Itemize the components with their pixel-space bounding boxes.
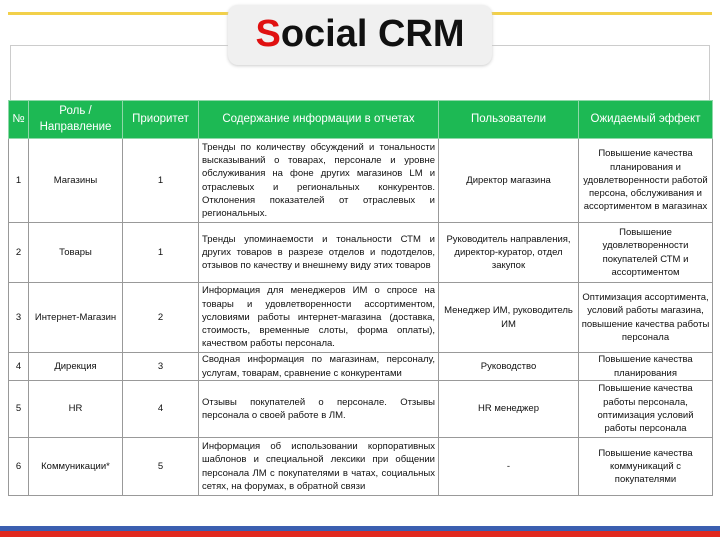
table-row bbox=[9, 139, 713, 223]
row-users: HR менеджер bbox=[439, 381, 579, 438]
row-role: Магазины bbox=[29, 139, 123, 223]
table-row bbox=[9, 283, 713, 353]
page-title bbox=[228, 5, 492, 65]
row-priority: 3 bbox=[123, 353, 199, 381]
row-priority: 5 bbox=[123, 438, 199, 496]
table-row bbox=[9, 438, 713, 496]
row-number: 2 bbox=[9, 223, 29, 283]
row-number: 5 bbox=[9, 381, 29, 438]
row-effect: Повышение качества коммуникаций с покупателями bbox=[579, 438, 713, 496]
crm-table bbox=[8, 100, 713, 496]
row-role: HR bbox=[29, 381, 123, 438]
row-content: Отзывы покупателей о персонале. Отзывы персонала о своей работе в ЛМ. bbox=[199, 381, 439, 438]
row-content: Тренды по количеству обсуждений и тональности высказываний о товарах, персонале и уровне обслуживания на фоне других магазинов LM и отраслевых и региональных конкурентов. Отклонения показателей от отраслевых и региональных. bbox=[199, 139, 439, 223]
row-number: 3 bbox=[9, 283, 29, 353]
table-row bbox=[9, 353, 713, 381]
row-priority: 4 bbox=[123, 381, 199, 438]
header-users: Пользователи bbox=[439, 101, 579, 139]
row-role: Интернет-Магазин bbox=[29, 283, 123, 353]
title-rest: ocial CRM bbox=[280, 13, 465, 55]
row-content: Информация для менеджеров ИМ о спросе на товары и удовлетворенности ассортиментом, условиями работы интернет-магазина (доставка, стоимость, временные слоты, форма оплаты), качеством работы персонала. bbox=[199, 283, 439, 353]
row-role: Дирекция bbox=[29, 353, 123, 381]
row-number: 1 bbox=[9, 139, 29, 223]
row-effect: Повышение качества планирования и удовлетворенности работой персона, обслуживания и ассортиментом в магазинах bbox=[579, 139, 713, 223]
row-content: Информация об использовании корпоративных шаблонов и специальной лексики при общении персонала ЛМ с покупателями в чатах, социальных сетях, на форумах, в обратной связи bbox=[199, 438, 439, 496]
row-effect: Оптимизация ассортимента, условий работы магазина, повышение качества работы персонала bbox=[579, 283, 713, 353]
table-row bbox=[9, 381, 713, 438]
row-role: Коммуникации* bbox=[29, 438, 123, 496]
row-priority: 2 bbox=[123, 283, 199, 353]
title-first-letter: S bbox=[255, 13, 281, 55]
header-role: Роль / Направление bbox=[29, 101, 123, 139]
row-content: Тренды упоминаемости и тональности СТМ и других товаров в разрезе отделов и подотделов, отзывов по качеству и внешнему виду этих товаров bbox=[199, 223, 439, 283]
header-num: № bbox=[9, 101, 29, 139]
row-effect: Повышение качества работы персонала, оптимизация условий работы персонала bbox=[579, 381, 713, 438]
row-users: - bbox=[439, 438, 579, 496]
header-priority: Приоритет bbox=[123, 101, 199, 139]
header-content: Содержание информации в отчетах bbox=[199, 101, 439, 139]
footer-stripe-red bbox=[0, 531, 720, 537]
row-priority: 1 bbox=[123, 223, 199, 283]
row-users: Руководство bbox=[439, 353, 579, 381]
row-users: Директор магазина bbox=[439, 139, 579, 223]
row-priority: 1 bbox=[123, 139, 199, 223]
table-row bbox=[9, 223, 713, 283]
row-number: 6 bbox=[9, 438, 29, 496]
row-number: 4 bbox=[9, 353, 29, 381]
table-header-row bbox=[9, 101, 713, 139]
row-users: Менеджер ИМ, руководитель ИМ bbox=[439, 283, 579, 353]
row-effect: Повышение качества планирования bbox=[579, 353, 713, 381]
header-effect: Ожидаемый эффект bbox=[579, 101, 713, 139]
row-users: Руководитель направления, директор-куратор, отдел закупок bbox=[439, 223, 579, 283]
row-content: Сводная информация по магазинам, персоналу, услугам, товарам, сравнение с конкурентами bbox=[199, 353, 439, 381]
row-role: Товары bbox=[29, 223, 123, 283]
row-effect: Повышение удовлетворенности покупателей СТМ и ассортиментом bbox=[579, 223, 713, 283]
